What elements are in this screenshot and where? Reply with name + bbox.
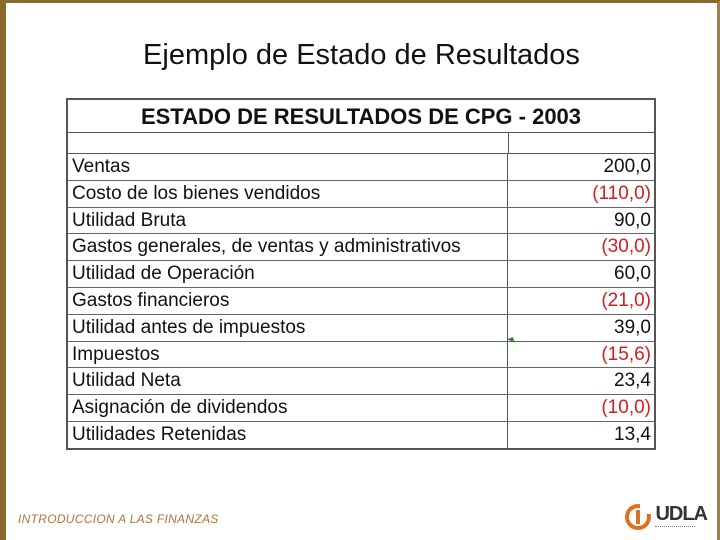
row-label: Costo de los bienes vendidos [68, 181, 508, 207]
table-row [68, 208, 654, 235]
table-row [68, 261, 654, 288]
row-label: Gastos generales, de ventas y administrativos [68, 234, 508, 260]
row-label: Utilidad antes de impuestos [68, 315, 508, 341]
footer-course-name: INTRODUCCION A LAS FINANZAS [18, 512, 219, 526]
row-value: (30,0) [601, 236, 651, 258]
table-title: ESTADO DE RESULTADOS DE CPG - 2003 [68, 100, 654, 133]
row-label: Asignación de dividendos [68, 395, 508, 421]
row-value: 23,4 [614, 370, 651, 392]
udla-logo-icon [625, 504, 651, 530]
row-label: Ventas [68, 154, 508, 180]
table-row [68, 368, 654, 395]
logo-wordmark: UDLA [655, 503, 707, 525]
row-label: Utilidad Bruta [68, 208, 508, 234]
income-statement-table [66, 98, 656, 450]
row-value: 60,0 [614, 263, 651, 285]
table-row [68, 154, 654, 181]
row-label: Utilidades Retenidas [68, 422, 508, 448]
row-value: (15,6) [601, 343, 651, 365]
row-value: 200,0 [603, 156, 651, 177]
table-row [68, 288, 654, 315]
logo-subtext [655, 526, 695, 530]
row-value: (10,0) [601, 397, 651, 419]
row-value: 90,0 [614, 209, 651, 231]
table-spacer-row [68, 133, 654, 154]
row-value: 13,4 [614, 423, 651, 445]
table-row [68, 234, 654, 261]
slide-title: Ejemplo de Estado de Resultados [143, 39, 580, 71]
row-label: Impuestos [68, 342, 508, 368]
row-value: 39,0 [614, 316, 651, 338]
row-value: (110,0) [592, 182, 651, 204]
table-row [68, 395, 654, 422]
udla-logo [625, 504, 707, 530]
row-label: Utilidad Neta [68, 368, 508, 394]
table-row [68, 315, 654, 342]
row-label: Utilidad de Operación [68, 261, 508, 287]
table-row [68, 181, 654, 208]
row-value: (21,0) [601, 289, 651, 311]
table-row [68, 342, 654, 369]
row-label: Gastos financieros [68, 288, 508, 314]
table-row [68, 422, 654, 448]
